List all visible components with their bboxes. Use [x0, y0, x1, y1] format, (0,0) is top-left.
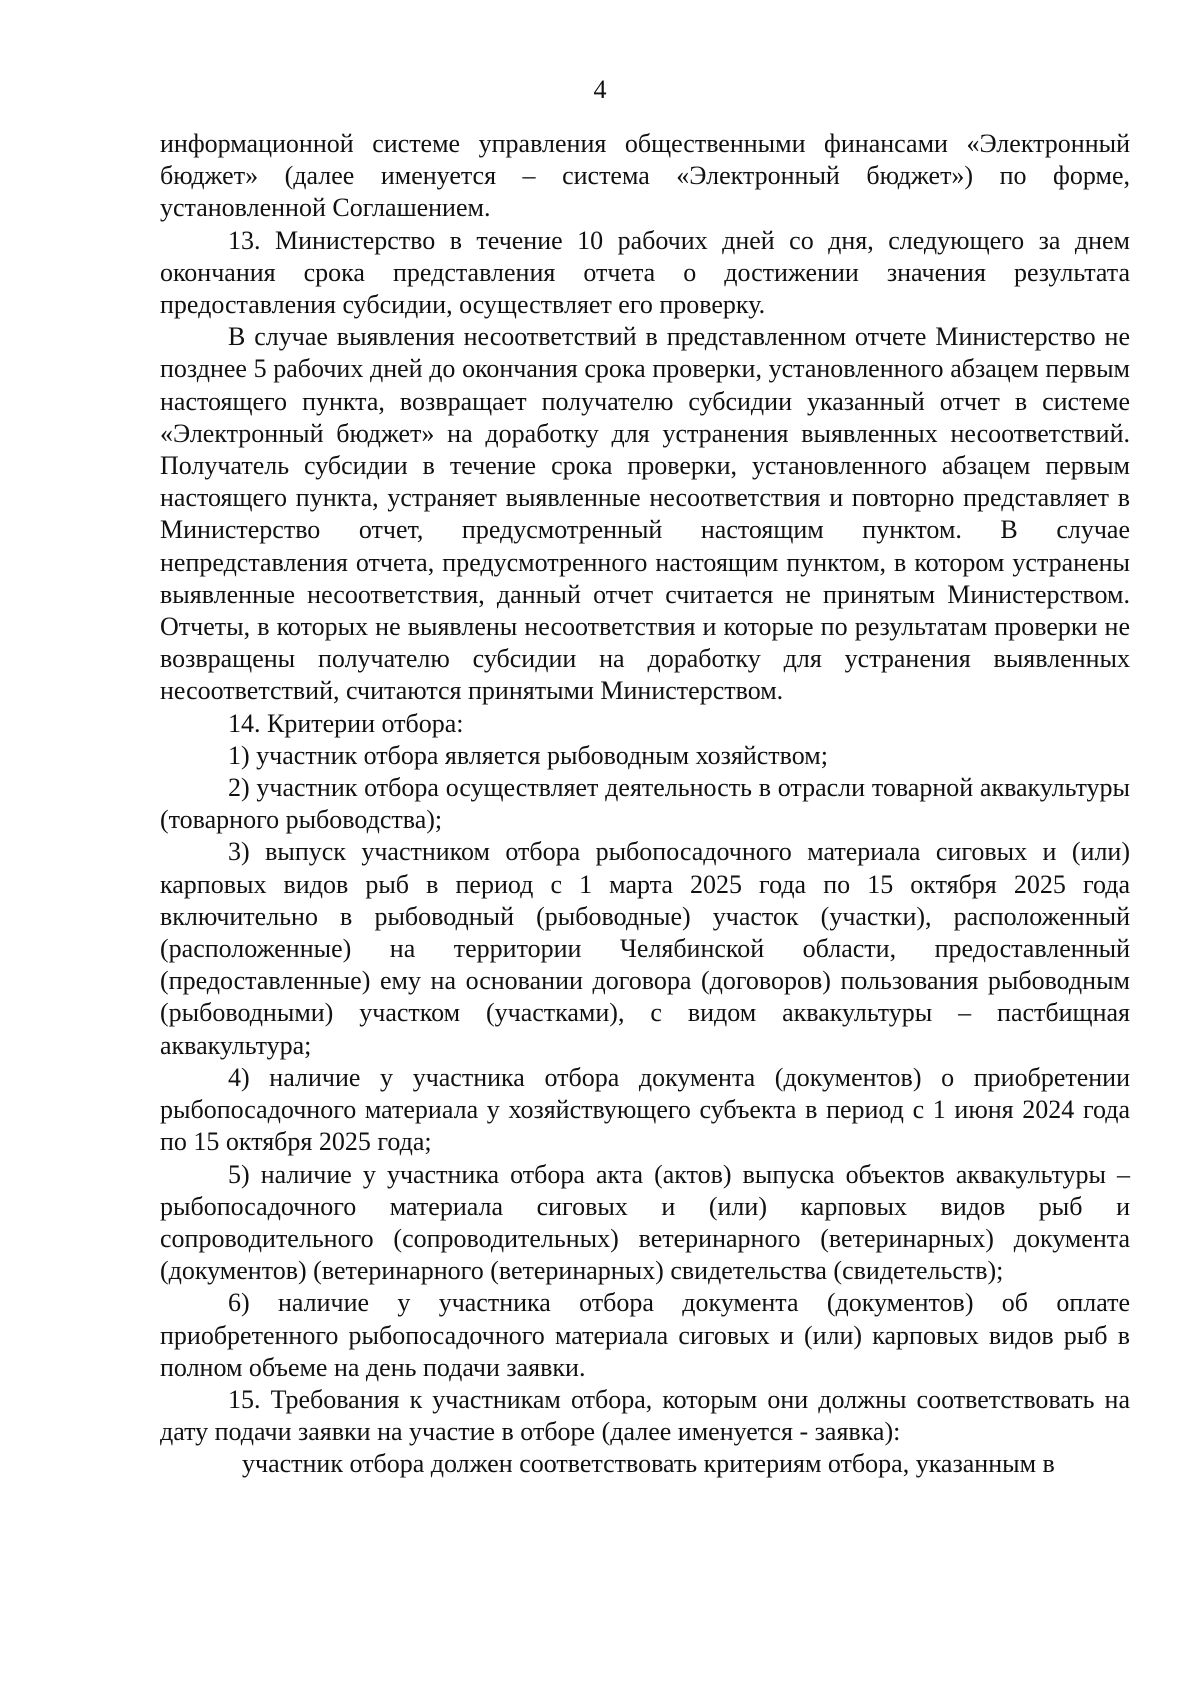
- paragraph-item-15: 15. Требования к участникам отбора, которым они должны соответствовать на дату подачи заявки на участие в отборе (далее именуется - заявка):: [160, 1384, 1130, 1447]
- list-item-criterion-4: 4) наличие у участника отбора документа (документов) о приобретении рыбопосадочного материала у хозяйствующего субъекта в период с 1 июня 2024 года по 15 октября 2025 года;: [160, 1062, 1130, 1157]
- paragraph-item-15-requirement: участник отбора должен соответствовать критериям отбора, указанным в: [242, 1449, 1055, 1479]
- page-number: 4: [593, 75, 607, 104]
- list-item-criterion-5: 5) наличие у участника отбора акта (актов) выпуска объектов аквакультуры – рыбопосадочного материала сиговых и (или) карповых видов рыб и сопроводительного (сопроводительных) ветеринарного (ветеринарных) документа (документов) (ветеринарного (ветеринарных) свидетельства (свидетельств);: [160, 1159, 1130, 1286]
- list-item-criterion-2: 2) участник отбора осуществляет деятельность в отрасли товарной аквакультуры (товарного рыбоводства);: [160, 773, 1130, 835]
- paragraph-item-13-second: В случае выявления несоответствий в представленном отчете Министерство не позднее 5 рабочих дней до окончания срока проверки, установленного абзацем первым настоящего пункта, возвращает получателю субсидии указанный отчет в системе «Электронный бюджет» на доработку для устранения выявленных несоответствий. Получатель субсидии в течение срока проверки, установленного абзацем первым настоящего пункта, устраняет выявленные несоответствия и повторно представляет в Министерство отчет, предусмотренный настоящим пунктом. В случае непредставления отчета, предусмотренного настоящим пунктом, в котором устранены выявленные несоответствия, данный отчет считается не принятым Министерством. Отчеты, в которых не выявлены несоответствия и которые по результатам проверки не возвращены получателю субсидии на доработку для устранения выявленных несоответствий, считаются принятыми Министерством.: [160, 322, 1130, 706]
- list-item-criterion-6: 6) наличие у участника отбора документа (документов) об оплате приобретенного рыбопосадочного материала сиговых и (или) карповых видов рыб в полном объеме на день подачи заявки.: [160, 1288, 1130, 1382]
- paragraph-item-14-heading: 14. Критерии отбора:: [228, 708, 464, 738]
- paragraph-item-13: 13. Министерство в течение 10 рабочих дней со дня, следующего за днем окончания срока представления отчета о достижении значения результата предоставления субсидии, осуществляет его проверку.: [160, 225, 1130, 320]
- list-item-criterion-1: 1) участник отбора является рыбоводным хозяйством;: [228, 740, 828, 770]
- paragraph-continuation: информационной системе управления общественными финансами «Электронный бюджет» (далее именуется – система «Электронный бюджет») по форме, установленной Соглашением.: [160, 129, 1130, 223]
- document-body: [160, 128, 1130, 1481]
- list-item-criterion-3: 3) выпуск участником отбора рыбопосадочного материала сиговых и (или) карповых видов рыб в период с 1 марта 2025 года по 15 октября 2025 года включительно в рыбоводный (рыбоводные) участок (участки), расположенный (расположенные) на территории Челябинской области, предоставленный (предоставленные) ему на основании договора (договоров) пользования рыбоводным (рыбоводными) участком (участками), с видом аквакультуры – пастбищная аквакультура;: [160, 837, 1130, 1060]
